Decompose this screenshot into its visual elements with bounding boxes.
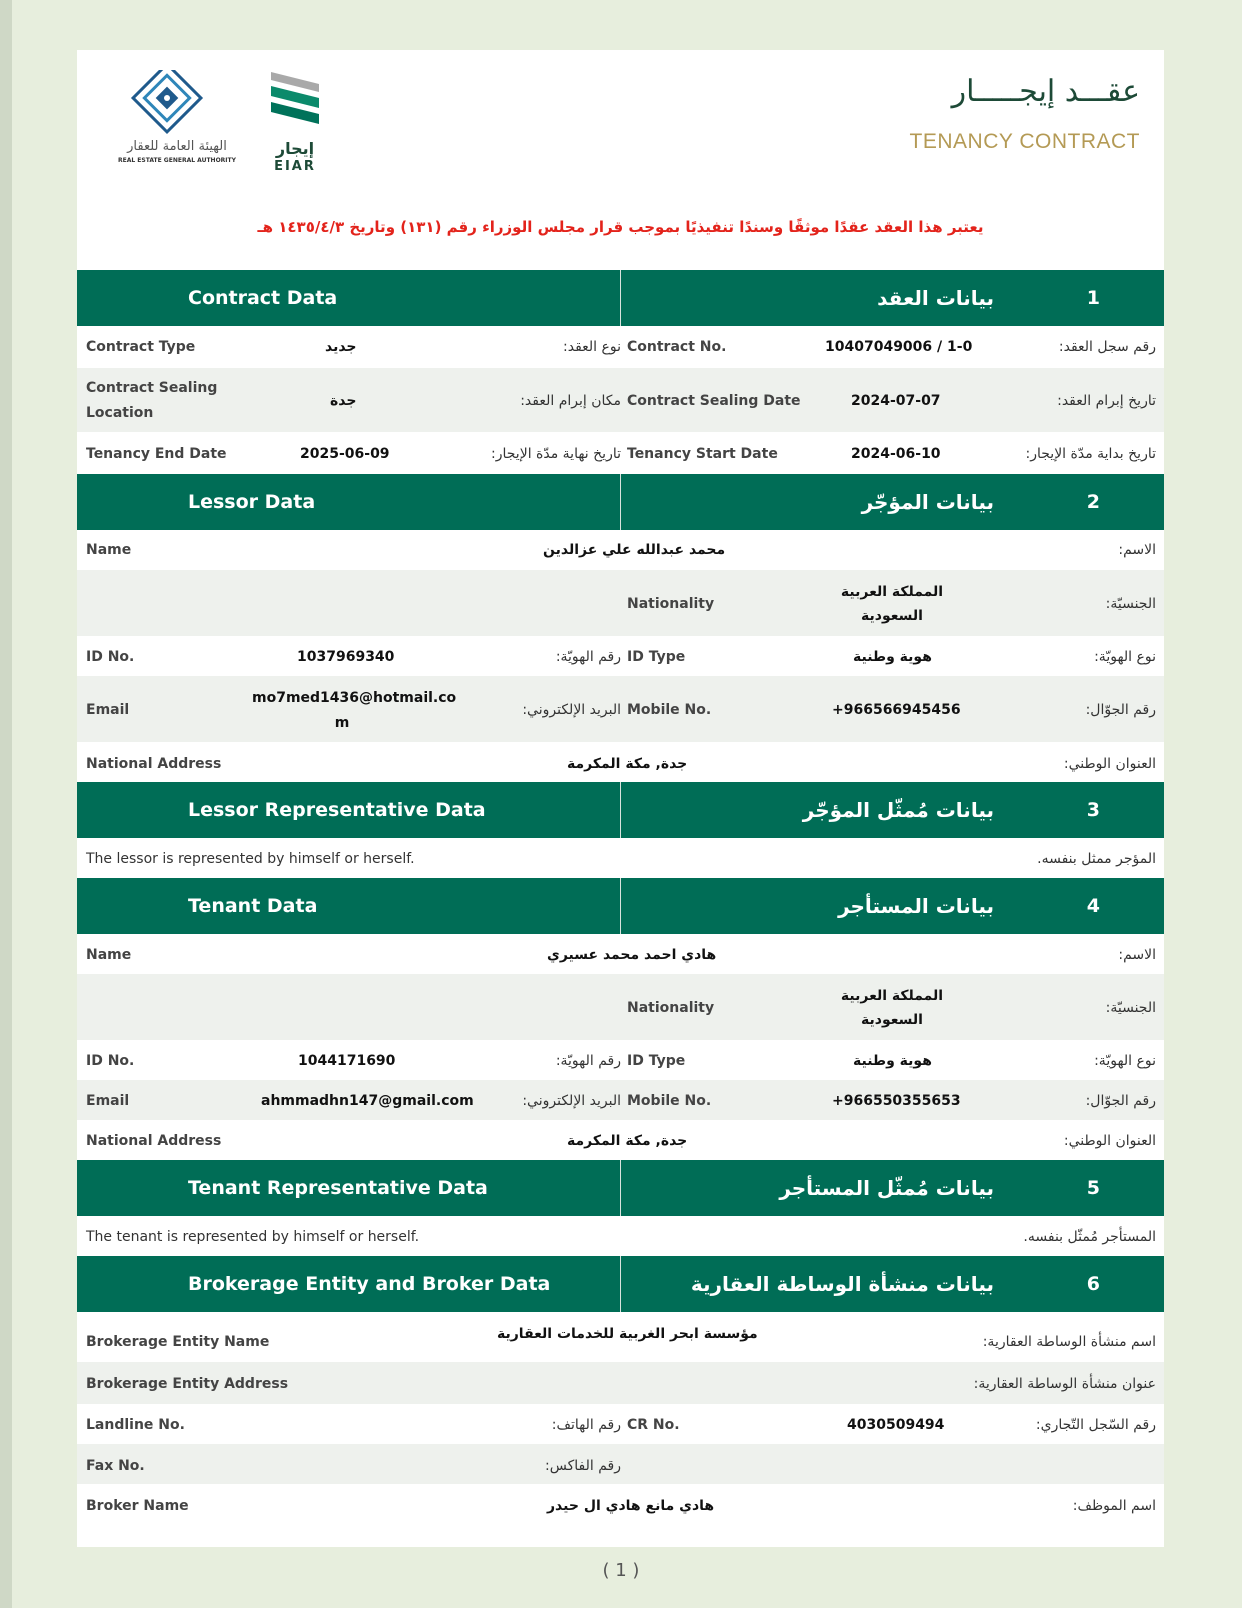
section-title-en: Tenant Representative Data [188, 1177, 488, 1199]
label-ar: نوع الهويّة: [1094, 649, 1156, 665]
section-title-ar: بيانات مُمثّل المستأجر [779, 1176, 994, 1200]
label-ar: رقم الهويّة: [555, 649, 621, 665]
label-en: Email [86, 1093, 130, 1109]
label-en: Tenancy End Date [86, 446, 227, 462]
page-frame [0, 0, 12, 1608]
section-title-en: Tenant Data [188, 895, 318, 917]
section-title-ar: بيانات منشأة الوساطة العقارية [690, 1272, 994, 1296]
table-row [77, 934, 1164, 974]
section-header-lessor [77, 474, 1164, 530]
label-ar: عنوان منشأة الوساطة العقارية: [973, 1376, 1156, 1392]
table-row [77, 368, 1164, 432]
legal-notice: يعتبر هذا العقد عقدًا موثقًا وسندًا تنفيذيًا بموجب قرار مجلس الوزراء رقم (١٣١) وتاريخ ١٤٣٥/٤/٣ هـ [257, 218, 984, 236]
label-ar: تاريخ نهاية مدّة الإيجار: [491, 446, 621, 462]
table-row [77, 1216, 1164, 1256]
section-header-lessor-rep [77, 782, 1164, 838]
section-header-tenant-rep [77, 1160, 1164, 1216]
value: 1044171690 [298, 1053, 396, 1069]
label-ar: البريد الإلكتروني: [522, 702, 621, 718]
label-en: Broker Name [86, 1498, 189, 1514]
representation-text-ar: المؤجر ممثل بنفسه. [1037, 851, 1156, 867]
section-header-contract [77, 270, 1164, 326]
svg-text:الهيئة العامة للعقار: الهيئة العامة للعقار [127, 139, 227, 154]
value: جدة, مكة المكرمة [567, 1133, 688, 1149]
title-english: TENANCY CONTRACT [909, 130, 1140, 153]
value: جدة, مكة المكرمة [567, 756, 688, 772]
label-ar: مكان إبرام العقد: [520, 393, 621, 409]
label-ar: العنوان الوطني: [1063, 1133, 1156, 1149]
value: السعودية [861, 608, 923, 624]
label-en: Contract Type [86, 339, 196, 355]
section-title-en: Contract Data [188, 287, 338, 309]
label-ar: نوع الهويّة: [1094, 1053, 1156, 1069]
table-row [77, 1312, 1164, 1362]
label-ar: رقم سجل العقد: [1058, 339, 1156, 355]
label-en: Landline No. [86, 1417, 185, 1433]
table-row [77, 570, 1164, 636]
value: هوية وطنية [853, 1053, 932, 1069]
label-en: Contract Sealing Date [627, 393, 801, 409]
section-number: 6 [1086, 1273, 1100, 1295]
label-en: Nationality [627, 1000, 715, 1016]
table-row [77, 1362, 1164, 1404]
label-ar: رقم الفاكس: [545, 1458, 621, 1474]
label-ar: تاريخ إبرام العقد: [1057, 393, 1156, 409]
value: 2024-06-10 [851, 446, 941, 462]
representation-text-ar: المستأجر مُمثّل بنفسه. [1023, 1229, 1156, 1245]
svg-text:إيجار: إيجار [275, 139, 315, 158]
label-en: Fax No. [86, 1458, 145, 1474]
label-en: Brokerage Entity Address [86, 1376, 289, 1392]
label-en: Location [86, 405, 154, 421]
label-ar: رقم الجوّال: [1085, 702, 1156, 718]
label-ar: رقم السّجل التّجاري: [1035, 1417, 1156, 1433]
value: +966566945456 [832, 702, 961, 718]
section-header-brokerage [77, 1256, 1164, 1312]
label-en: ID Type [627, 1053, 686, 1069]
section-number: 1 [1086, 287, 1100, 309]
label-ar: العنوان الوطني: [1063, 756, 1156, 772]
table-row [77, 636, 1164, 676]
value: جدة [330, 393, 357, 409]
label-en: Mobile No. [627, 702, 712, 718]
label-en: National Address [86, 756, 222, 772]
label-en: Mobile No. [627, 1093, 712, 1109]
value: +966550355653 [832, 1093, 961, 1109]
label-ar: الاسم: [1118, 542, 1156, 558]
value: المملكة العربية [840, 584, 944, 600]
label-ar: نوع العقد: [563, 339, 621, 355]
section-number: 3 [1086, 799, 1100, 821]
table-row [77, 742, 1164, 782]
label-en: Contract No. [627, 339, 727, 355]
value: مؤسسة ابحر الغربية للخدمات العقارية [497, 1326, 758, 1342]
label-ar: رقم الهويّة: [555, 1053, 621, 1069]
value: محمد عبدالله علي عزالدين [543, 542, 726, 558]
ejar-logo-icon [271, 72, 319, 124]
value: m [334, 715, 350, 731]
value: 2025-06-09 [300, 446, 390, 462]
rega-logo-icon [133, 70, 201, 132]
label-ar: الاسم: [1118, 947, 1156, 963]
title-arabic: عقـــد إيجـــــار [951, 74, 1140, 109]
label-en: Nationality [627, 596, 715, 612]
svg-text:REAL ESTATE GENERAL AUTHORITY: REAL ESTATE GENERAL AUTHORITY [118, 157, 236, 164]
value: mo7med1436@hotmail.co [252, 690, 457, 706]
value: ahmmadhn147@gmail.com [261, 1093, 474, 1109]
table-row [77, 326, 1164, 368]
table-row [77, 838, 1164, 878]
section-number: 2 [1086, 491, 1100, 513]
label-en: ID No. [86, 649, 135, 665]
table-row [77, 1444, 1164, 1484]
table-row [77, 676, 1164, 742]
label-ar: رقم الجوّال: [1085, 1093, 1156, 1109]
section-title-ar: بيانات المؤجّر [861, 490, 994, 514]
table-row [77, 1080, 1164, 1120]
representation-text-en: The tenant is represented by himself or herself. [86, 1229, 420, 1245]
label-ar: اسم الموظف: [1072, 1498, 1156, 1514]
label-ar: البريد الإلكتروني: [522, 1093, 621, 1109]
label-ar: الجنسيّة: [1105, 596, 1156, 612]
svg-text:EJAR: EJAR [274, 159, 316, 170]
page-number: ( 1 ) [602, 1560, 640, 1581]
value: هادي مانع هادي ال حيدر [547, 1498, 715, 1514]
section-number: 5 [1086, 1177, 1100, 1199]
value: 2024-07-07 [851, 393, 941, 409]
label-ar: تاريخ بداية مدّة الإيجار: [1025, 446, 1156, 462]
value: السعودية [861, 1012, 923, 1028]
value: 10407049006 / 1-0 [825, 339, 973, 355]
value: 1037969340 [297, 649, 395, 665]
table-row [77, 432, 1164, 474]
value: هادي احمد محمد عسيري [547, 947, 717, 963]
value: المملكة العربية [840, 988, 944, 1004]
label-en: Contract Sealing [86, 380, 218, 396]
value: هوية وطنية [853, 649, 932, 665]
label-en: Name [86, 947, 132, 963]
label-en: National Address [86, 1133, 222, 1149]
table-row [77, 1120, 1164, 1160]
contract-page [77, 50, 1164, 1547]
label-ar: اسم منشأة الوساطة العقارية: [982, 1334, 1156, 1350]
label-en: Brokerage Entity Name [86, 1334, 270, 1350]
label-en: ID No. [86, 1053, 135, 1069]
contract-table [77, 270, 1164, 1530]
table-row [77, 1040, 1164, 1080]
section-title-ar: بيانات مُمثّل المؤجّر [802, 798, 994, 822]
section-title-ar: بيانات المستأجر [838, 894, 994, 918]
label-ar: الجنسيّة: [1105, 1000, 1156, 1016]
section-header-tenant [77, 878, 1164, 934]
label-en: Tenancy Start Date [627, 446, 778, 462]
header-logos [99, 70, 319, 170]
table-row [77, 530, 1164, 570]
authority-logos [99, 70, 319, 170]
section-title-ar: بيانات العقد [877, 286, 994, 310]
label-en: ID Type [627, 649, 686, 665]
table-row [77, 1404, 1164, 1444]
value: 4030509494 [847, 1417, 945, 1433]
label-en: Name [86, 542, 132, 558]
section-title-en: Brokerage Entity and Broker Data [188, 1273, 551, 1295]
value: جديد [325, 339, 357, 355]
section-title-en: Lessor Data [188, 491, 316, 513]
section-number: 4 [1086, 895, 1100, 917]
table-row [77, 1484, 1164, 1530]
representation-text-en: The lessor is represented by himself or herself. [86, 851, 415, 867]
table-row [77, 974, 1164, 1040]
label-ar: رقم الهاتف: [551, 1417, 621, 1433]
label-en: Email [86, 702, 130, 718]
label-en: CR No. [627, 1417, 680, 1433]
section-title-en: Lessor Representative Data [188, 799, 486, 821]
